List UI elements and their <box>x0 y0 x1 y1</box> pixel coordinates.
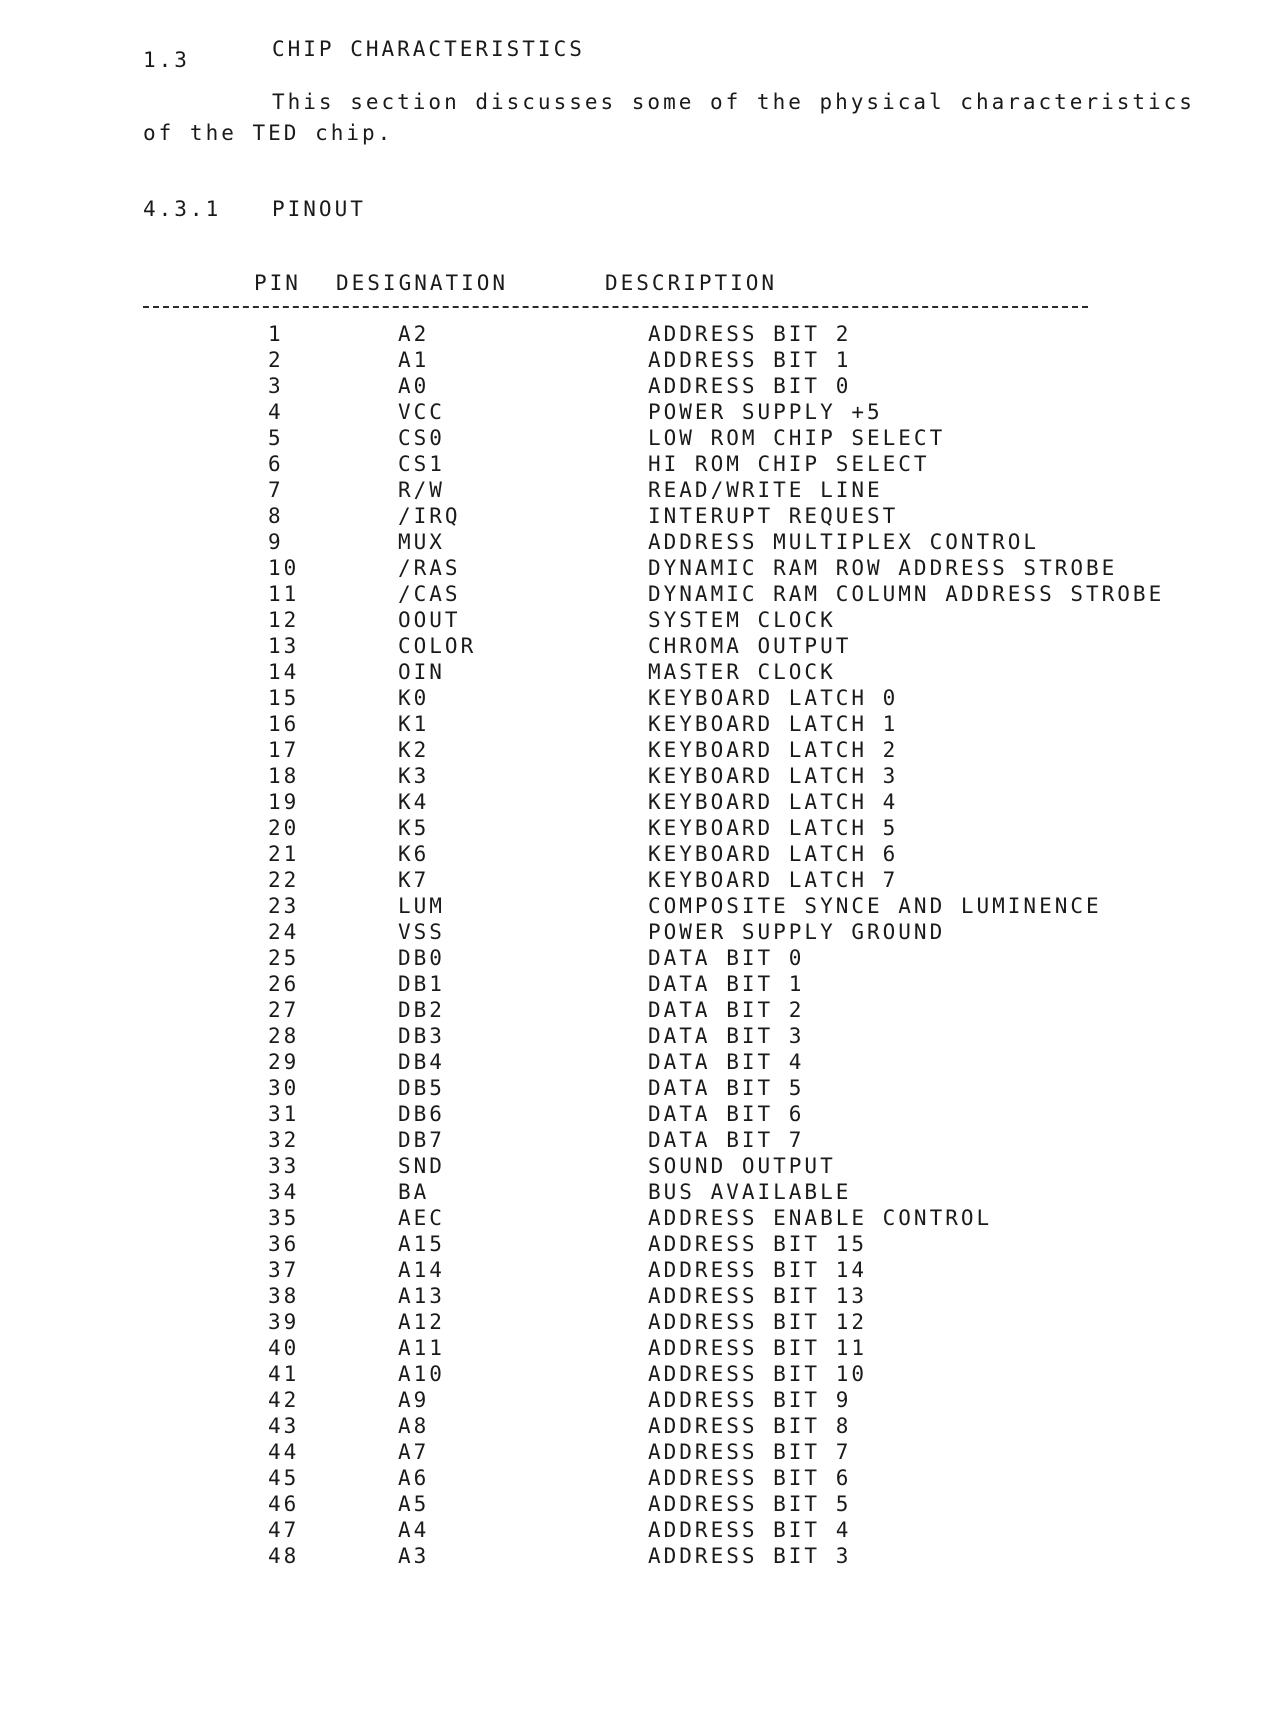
pin-number-cell: 33 <box>268 1154 300 1178</box>
designation-cell: K0 <box>398 686 430 710</box>
table-row <box>0 815 1275 841</box>
pin-number-cell: 26 <box>268 972 300 996</box>
table-row <box>0 1361 1275 1387</box>
designation-cell: K7 <box>398 868 430 892</box>
dashed-divider <box>143 306 1088 308</box>
designation-cell: A8 <box>398 1414 430 1438</box>
table-row <box>0 919 1275 945</box>
pin-number-cell: 29 <box>268 1050 300 1074</box>
description-cell: ADDRESS BIT 11 <box>648 1336 868 1360</box>
table-row <box>0 1023 1275 1049</box>
table-row <box>0 737 1275 763</box>
pin-number-cell: 43 <box>268 1414 300 1438</box>
description-cell: ADDRESS BIT 6 <box>648 1466 852 1490</box>
table-row <box>0 1049 1275 1075</box>
table-row <box>0 477 1275 503</box>
designation-cell: A9 <box>398 1388 430 1412</box>
column-header-pin: PIN <box>254 271 301 295</box>
description-cell: ADDRESS MULTIPLEX CONTROL <box>648 530 1040 554</box>
description-cell: SYSTEM CLOCK <box>648 608 836 632</box>
description-cell: DATA BIT 4 <box>648 1050 805 1074</box>
description-cell: KEYBOARD LATCH 4 <box>648 790 899 814</box>
description-cell: KEYBOARD LATCH 7 <box>648 868 899 892</box>
description-cell: ADDRESS BIT 15 <box>648 1232 868 1256</box>
description-cell: DYNAMIC RAM ROW ADDRESS STROBE <box>648 556 1118 580</box>
description-cell: DATA BIT 2 <box>648 998 805 1022</box>
table-row <box>0 451 1275 477</box>
description-cell: ADDRESS BIT 13 <box>648 1284 868 1308</box>
description-cell: DATA BIT 6 <box>648 1102 805 1126</box>
pin-number-cell: 25 <box>268 946 300 970</box>
pin-number-cell: 28 <box>268 1024 300 1048</box>
table-row <box>0 633 1275 659</box>
designation-cell: A0 <box>398 374 430 398</box>
pin-number-cell: 46 <box>268 1492 300 1516</box>
designation-cell: K2 <box>398 738 430 762</box>
description-cell: KEYBOARD LATCH 6 <box>648 842 899 866</box>
column-header-designation: DESIGNATION <box>336 271 509 295</box>
table-row <box>0 711 1275 737</box>
pin-number-cell: 45 <box>268 1466 300 1490</box>
description-cell: ADDRESS ENABLE CONTROL <box>648 1206 993 1230</box>
table-row <box>0 1413 1275 1439</box>
pin-number-cell: 40 <box>268 1336 300 1360</box>
table-row <box>0 321 1275 347</box>
pin-number-cell: 36 <box>268 1232 300 1256</box>
table-row <box>0 1387 1275 1413</box>
description-cell: KEYBOARD LATCH 5 <box>648 816 899 840</box>
table-row <box>0 685 1275 711</box>
table-row <box>0 789 1275 815</box>
pin-number-cell: 8 <box>268 504 284 528</box>
table-row <box>0 1179 1275 1205</box>
table-row <box>0 1439 1275 1465</box>
table-row <box>0 841 1275 867</box>
pin-number-cell: 1 <box>268 322 284 346</box>
designation-cell: /RAS <box>398 556 461 580</box>
pin-number-cell: 2 <box>268 348 284 372</box>
designation-cell: A1 <box>398 348 430 372</box>
pin-number-cell: 34 <box>268 1180 300 1204</box>
designation-cell: K4 <box>398 790 430 814</box>
designation-cell: A5 <box>398 1492 430 1516</box>
description-cell: KEYBOARD LATCH 1 <box>648 712 899 736</box>
pin-number-cell: 18 <box>268 764 300 788</box>
table-row <box>0 971 1275 997</box>
description-cell: ADDRESS BIT 7 <box>648 1440 852 1464</box>
pinout-table <box>0 321 1275 1569</box>
pin-number-cell: 3 <box>268 374 284 398</box>
column-header-description: DESCRIPTION <box>605 271 778 295</box>
pin-number-cell: 6 <box>268 452 284 476</box>
pin-number-cell: 35 <box>268 1206 300 1230</box>
pin-number-cell: 37 <box>268 1258 300 1282</box>
pin-number-cell: 21 <box>268 842 300 866</box>
pin-number-cell: 23 <box>268 894 300 918</box>
table-row <box>0 1517 1275 1543</box>
pin-number-cell: 10 <box>268 556 300 580</box>
table-row <box>0 503 1275 529</box>
pin-number-cell: 31 <box>268 1102 300 1126</box>
designation-cell: A6 <box>398 1466 430 1490</box>
section-title: CHIP CHARACTERISTICS <box>272 37 585 61</box>
designation-cell: A7 <box>398 1440 430 1464</box>
table-row <box>0 1231 1275 1257</box>
designation-cell: A11 <box>398 1336 445 1360</box>
pin-number-cell: 39 <box>268 1310 300 1334</box>
pin-number-cell: 22 <box>268 868 300 892</box>
designation-cell: SND <box>398 1154 445 1178</box>
designation-cell: A15 <box>398 1232 445 1256</box>
designation-cell: A4 <box>398 1518 430 1542</box>
designation-cell: K6 <box>398 842 430 866</box>
description-cell: ADDRESS BIT 9 <box>648 1388 852 1412</box>
designation-cell: OOUT <box>398 608 461 632</box>
table-row <box>0 893 1275 919</box>
pin-number-cell: 38 <box>268 1284 300 1308</box>
pin-number-cell: 17 <box>268 738 300 762</box>
pin-number-cell: 19 <box>268 790 300 814</box>
description-cell: CHROMA OUTPUT <box>648 634 852 658</box>
description-cell: ADDRESS BIT 12 <box>648 1310 868 1334</box>
designation-cell: DB7 <box>398 1128 445 1152</box>
designation-cell: VCC <box>398 400 445 424</box>
designation-cell: /CAS <box>398 582 461 606</box>
description-cell: BUS AVAILABLE <box>648 1180 852 1204</box>
pin-number-cell: 30 <box>268 1076 300 1100</box>
intro-text-line-1: This section discusses some of the physical characteristics <box>272 90 1195 114</box>
table-row <box>0 607 1275 633</box>
description-cell: ADDRESS BIT 4 <box>648 1518 852 1542</box>
pin-number-cell: 20 <box>268 816 300 840</box>
designation-cell: K1 <box>398 712 430 736</box>
description-cell: ADDRESS BIT 2 <box>648 322 852 346</box>
designation-cell: AEC <box>398 1206 445 1230</box>
subsection-title: PINOUT <box>272 197 366 221</box>
intro-text-line-2: of the TED chip. <box>143 121 394 145</box>
section-number: 1.3 <box>143 48 190 72</box>
description-cell: ADDRESS BIT 8 <box>648 1414 852 1438</box>
designation-cell: A14 <box>398 1258 445 1282</box>
pin-number-cell: 12 <box>268 608 300 632</box>
designation-cell: A3 <box>398 1544 430 1568</box>
pin-number-cell: 32 <box>268 1128 300 1152</box>
table-row <box>0 945 1275 971</box>
table-row <box>0 555 1275 581</box>
description-cell: DATA BIT 1 <box>648 972 805 996</box>
pin-number-cell: 4 <box>268 400 284 424</box>
description-cell: HI ROM CHIP SELECT <box>648 452 930 476</box>
designation-cell: COLOR <box>398 634 477 658</box>
description-cell: ADDRESS BIT 1 <box>648 348 852 372</box>
table-row <box>0 1465 1275 1491</box>
description-cell: DATA BIT 7 <box>648 1128 805 1152</box>
designation-cell: K5 <box>398 816 430 840</box>
table-row <box>0 1075 1275 1101</box>
pin-number-cell: 48 <box>268 1544 300 1568</box>
description-cell: POWER SUPPLY +5 <box>648 400 883 424</box>
pin-number-cell: 13 <box>268 634 300 658</box>
designation-cell: /IRQ <box>398 504 461 528</box>
designation-cell: CS0 <box>398 426 445 450</box>
table-row <box>0 1257 1275 1283</box>
description-cell: DYNAMIC RAM COLUMN ADDRESS STROBE <box>648 582 1165 606</box>
description-cell: DATA BIT 5 <box>648 1076 805 1100</box>
description-cell: KEYBOARD LATCH 2 <box>648 738 899 762</box>
pin-number-cell: 41 <box>268 1362 300 1386</box>
subsection-number: 4.3.1 <box>143 197 222 221</box>
designation-cell: K3 <box>398 764 430 788</box>
designation-cell: OIN <box>398 660 445 684</box>
description-cell: INTERUPT REQUEST <box>648 504 899 528</box>
table-row <box>0 867 1275 893</box>
description-cell: READ/WRITE LINE <box>648 478 883 502</box>
designation-cell: DB0 <box>398 946 445 970</box>
designation-cell: A12 <box>398 1310 445 1334</box>
designation-cell: LUM <box>398 894 445 918</box>
table-row <box>0 399 1275 425</box>
designation-cell: DB5 <box>398 1076 445 1100</box>
table-row <box>0 1153 1275 1179</box>
designation-cell: CS1 <box>398 452 445 476</box>
description-cell: MASTER CLOCK <box>648 660 836 684</box>
pin-number-cell: 5 <box>268 426 284 450</box>
table-row <box>0 347 1275 373</box>
pin-number-cell: 47 <box>268 1518 300 1542</box>
table-row <box>0 581 1275 607</box>
table-row <box>0 1283 1275 1309</box>
designation-cell: DB1 <box>398 972 445 996</box>
table-row <box>0 659 1275 685</box>
designation-cell: R/W <box>398 478 445 502</box>
description-cell: LOW ROM CHIP SELECT <box>648 426 946 450</box>
description-cell: POWER SUPPLY GROUND <box>648 920 946 944</box>
designation-cell: MUX <box>398 530 445 554</box>
table-row <box>0 529 1275 555</box>
table-row <box>0 1543 1275 1569</box>
designation-cell: DB2 <box>398 998 445 1022</box>
table-row <box>0 763 1275 789</box>
description-cell: DATA BIT 0 <box>648 946 805 970</box>
designation-cell: BA <box>398 1180 430 1204</box>
designation-cell: A13 <box>398 1284 445 1308</box>
description-cell: ADDRESS BIT 0 <box>648 374 852 398</box>
pin-number-cell: 24 <box>268 920 300 944</box>
table-row <box>0 1101 1275 1127</box>
designation-cell: A2 <box>398 322 430 346</box>
designation-cell: A10 <box>398 1362 445 1386</box>
pin-number-cell: 42 <box>268 1388 300 1412</box>
description-cell: KEYBOARD LATCH 0 <box>648 686 899 710</box>
description-cell: ADDRESS BIT 10 <box>648 1362 868 1386</box>
pin-number-cell: 44 <box>268 1440 300 1464</box>
pin-number-cell: 9 <box>268 530 284 554</box>
table-row <box>0 1309 1275 1335</box>
pin-number-cell: 11 <box>268 582 300 606</box>
description-cell: ADDRESS BIT 3 <box>648 1544 852 1568</box>
pin-number-cell: 7 <box>268 478 284 502</box>
table-row <box>0 1205 1275 1231</box>
designation-cell: DB4 <box>398 1050 445 1074</box>
description-cell: COMPOSITE SYNCE AND LUMINENCE <box>648 894 1102 918</box>
description-cell: DATA BIT 3 <box>648 1024 805 1048</box>
table-row <box>0 1491 1275 1517</box>
table-row <box>0 1127 1275 1153</box>
pin-number-cell: 15 <box>268 686 300 710</box>
description-cell: KEYBOARD LATCH 3 <box>648 764 899 788</box>
designation-cell: DB3 <box>398 1024 445 1048</box>
table-row <box>0 1335 1275 1361</box>
table-row <box>0 425 1275 451</box>
description-cell: ADDRESS BIT 5 <box>648 1492 852 1516</box>
designation-cell: DB6 <box>398 1102 445 1126</box>
designation-cell: VSS <box>398 920 445 944</box>
pin-number-cell: 16 <box>268 712 300 736</box>
table-row <box>0 373 1275 399</box>
pin-number-cell: 27 <box>268 998 300 1022</box>
description-cell: SOUND OUTPUT <box>648 1154 836 1178</box>
pin-number-cell: 14 <box>268 660 300 684</box>
description-cell: ADDRESS BIT 14 <box>648 1258 868 1282</box>
table-row <box>0 997 1275 1023</box>
